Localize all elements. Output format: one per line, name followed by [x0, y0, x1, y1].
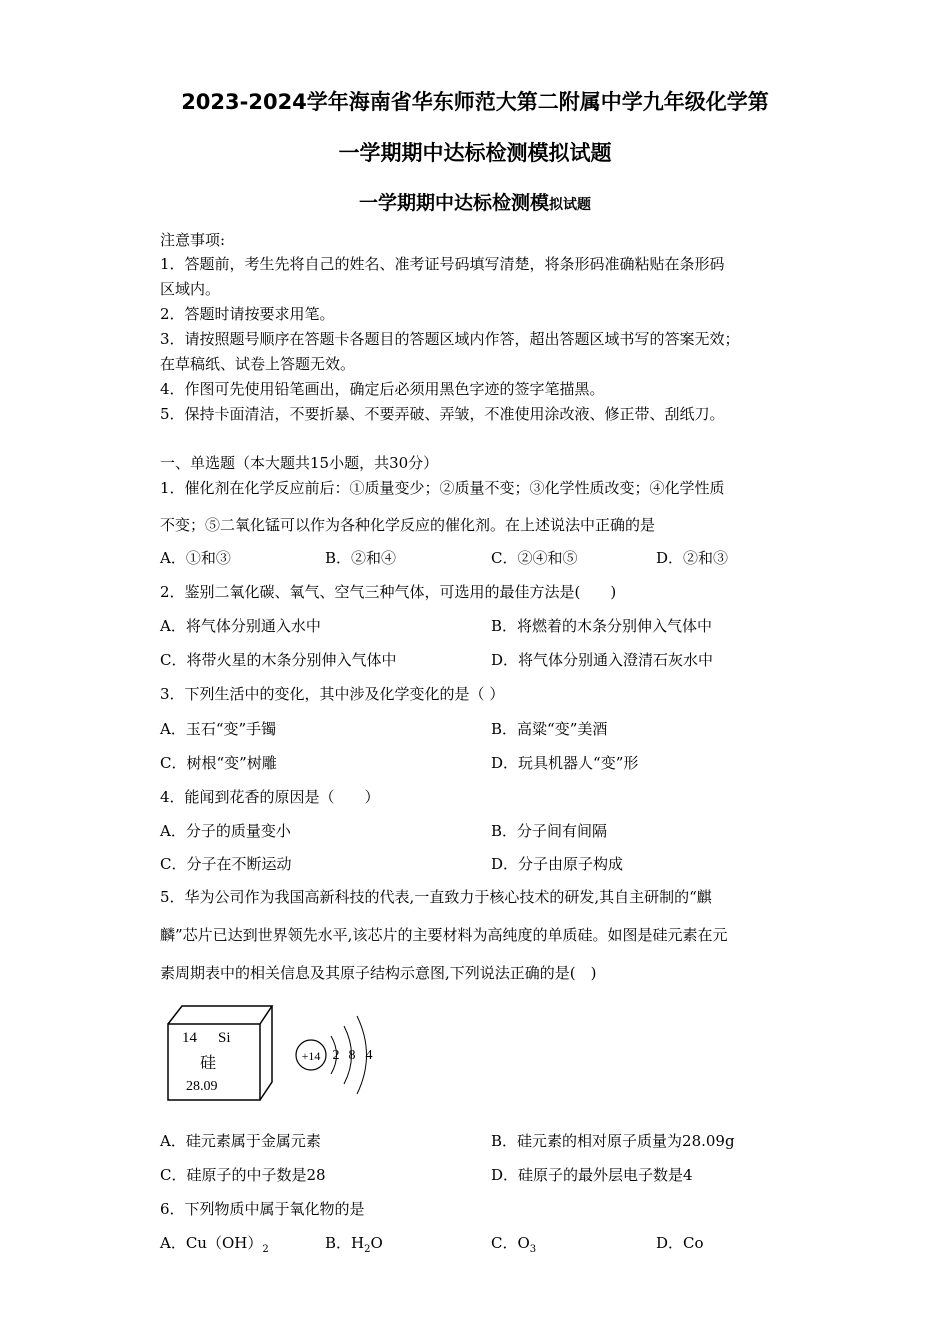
page-title-line-3: [0, 188, 950, 215]
nucleus-charge: +14: [301, 1049, 321, 1063]
q1-stem-line-2: 不变；⑤二氧化锰可以作为各种化学反应的催化剂。在上述说法中正确的是: [160, 516, 656, 534]
page-title-line-1: 2023-2024学年海南省华东师范大第二附属中学九年级化学第: [181, 90, 769, 114]
q3-stem: 3．下列生活中的变化，其中涉及化学变化的是（ ）: [160, 685, 505, 703]
q6-option-a-text: A．Cu（OH）: [160, 1234, 263, 1252]
q6-option-c: [491, 1232, 536, 1255]
q1-option-c: C．②④和⑤: [491, 549, 578, 567]
q1-option-a: A．①和③: [160, 549, 231, 567]
note-4: 4．作图可先使用铅笔画出，确定后必须用黑色字迹的签字笔描黑。: [160, 380, 605, 398]
q1-stem-line-1: 1．催化剂在化学反应前后：①质量变少；②质量不变；③化学性质改变；④化学性质: [160, 479, 725, 497]
q1-option-b: B．②和④: [325, 549, 397, 567]
q2-option-d: D．将气体分别通入澄清石灰水中: [491, 651, 714, 669]
q5-option-a: A．硅元素属于金属元素: [160, 1132, 321, 1150]
q2-option-a: A．将气体分别通入水中: [160, 617, 321, 635]
notes-heading: 注意事项:: [160, 231, 226, 249]
note-3a: 3．请按照题号顺序在答题卡各题目的答题区域内作答，超出答题区域书写的答案无效；: [160, 330, 740, 348]
q3-option-b: B．高粱“变”美酒: [491, 720, 608, 738]
note-1b: 区域内。: [160, 280, 221, 298]
electron-count-2: 8: [348, 1048, 356, 1063]
q5-option-c: C．硅原子的中子数是28: [160, 1166, 326, 1184]
q4-option-a: A．分子的质量变小: [160, 822, 291, 840]
q2-stem: 2．鉴别二氧化碳、氧气、空气三种气体，可选用的最佳方法是( ): [160, 583, 617, 601]
page-title-line-2: 一学期期中达标检测模拟试题: [338, 141, 612, 165]
q4-option-b: B．分子间有间隔: [491, 822, 608, 840]
q6-option-c-text: C．O: [491, 1234, 530, 1252]
q6-option-b-text: B．H: [325, 1234, 365, 1252]
q3-option-d: D．玩具机器人“变”形: [491, 754, 639, 772]
q5-stem-line-2: 麟”芯片已达到世界领先水平,该芯片的主要材料为高纯度的单质硅。如图是硅元素在元: [160, 926, 728, 944]
note-5: 5．保持卡面清洁，不要折暴、不要弄破、弄皱，不准使用涂改液、修正带、刮纸刀。: [160, 405, 725, 423]
title-line-3-main: 一学期期中达标检测模: [358, 192, 549, 214]
element-symbol: Si: [218, 1030, 231, 1046]
q2-option-b: B．将燃着的木条分别伸入气体中: [491, 617, 713, 635]
q6-option-c-sub: 3: [529, 1244, 537, 1255]
electron-count-3: 4: [365, 1048, 373, 1063]
q4-option-c: C．分子在不断运动: [160, 855, 292, 873]
note-3b: 在草稿纸、试卷上答题无效。: [160, 355, 356, 373]
element-cell-box: [168, 1006, 272, 1100]
q6-option-d: D．Co: [656, 1234, 704, 1252]
element-atomic-mass: 28.09: [186, 1079, 218, 1094]
q2-option-c: C．将带火星的木条分别伸入气体中: [160, 651, 397, 669]
q6-option-b-sub: 2: [364, 1244, 371, 1255]
q5-option-d: D．硅原子的最外层电子数是4: [491, 1166, 693, 1184]
element-atomic-number: 14: [182, 1030, 197, 1046]
q5-stem-line-3: 素周期表中的相关信息及其原子结构示意图,下列说法正确的是( ): [160, 964, 597, 982]
q1-option-d: D．②和③: [656, 549, 729, 567]
q6-option-b-tail: O: [370, 1234, 383, 1252]
note-2: 2．答题时请按要求用笔。: [160, 305, 335, 323]
q5-option-b: B．硅元素的相对原子质量为28.09g: [491, 1132, 735, 1150]
silicon-element-figure: [160, 996, 390, 1116]
q3-option-c: C．树根“变”树雕: [160, 754, 277, 772]
section-heading: 一、单选题（本大题共15小题，共30分）: [160, 454, 439, 472]
q6-option-a-sub: 2: [262, 1244, 269, 1255]
electron-count-1: 2: [332, 1048, 340, 1063]
element-name: 硅: [200, 1053, 217, 1072]
note-1a: 1．答题前，考生先将自己的姓名、准考证号码填写清楚，将条形码准确粘贴在条形码: [160, 255, 725, 273]
q5-stem-line-1: 5．华为公司作为我国高新科技的代表,一直致力于核心技术的研发,其自主研制的“麒: [160, 888, 712, 906]
q6-stem: 6．下列物质中属于氧化物的是: [160, 1200, 365, 1218]
q6-option-b: [325, 1232, 383, 1255]
q4-option-d: D．分子由原子构成: [491, 855, 624, 873]
q3-option-a: A．玉石“变”手镯: [160, 720, 277, 738]
title-line-3-small: 拟试题: [549, 197, 591, 213]
q6-option-a: [160, 1232, 269, 1255]
q4-stem: 4．能闻到花香的原因是（ ）: [160, 788, 380, 806]
